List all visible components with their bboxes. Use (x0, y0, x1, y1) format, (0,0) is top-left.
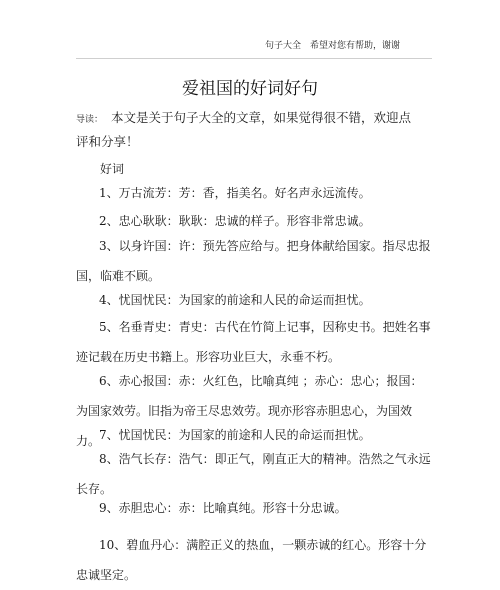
entry-item: 6、赤心报国：赤：火红色，比喻真纯 ；赤心：忠心；报国：为国家效劳。旧指为帝王尽忠效劳。现亦形容赤胆忠心，为国效力。 (76, 374, 423, 448)
entry-item: 1、万古流芳：芳：香，指美名。好名声永远流传。 (99, 186, 371, 200)
intro-text-line1: 本文是关于句子大全的文章，如果觉得很不错，欢迎点 (111, 110, 412, 125)
intro-lead: 导读： (76, 115, 104, 125)
entry-item: 3、以身许国：许：预先答应给与。把身体献给国家。指尽忠报国，临难不顾。 (76, 239, 431, 283)
header-divider (76, 58, 432, 59)
entry-item: 7、忧国忧民：为国家的前途和人民的命运而担忧。 (99, 428, 371, 442)
intro-text-line2: 评和分享！ (76, 134, 139, 149)
entry-item: 8、浩气长存：浩气：即正气，刚直正大的精神。浩然之气永远长存。 (76, 452, 431, 496)
entry-item: 2、忠心耿耿：耿耿：忠诚的样子。形容非常忠诚。 (99, 214, 371, 228)
entry-item: 10、碧血丹心：满腔正义的热血，一颗赤诚的红心。形容十分忠诚坚定。 (76, 538, 427, 582)
intro-paragraph (76, 107, 426, 153)
entry-item: 4、忧国忧民：为国家的前途和人民的命运而担忧。 (99, 293, 371, 307)
section-heading: 好词 (100, 162, 125, 176)
header-right-text: 希望对您有帮助，谢谢 (310, 41, 401, 51)
entry-item: 5、名垂青史：青史：古代在竹简上记事，因称史书。把姓名事迹记载在历史书籍上。形容功业巨大，永垂不朽。 (76, 320, 431, 364)
page-title: 爱祖国的好词好句 (182, 79, 318, 99)
header-left-text: 句子大全 (265, 41, 302, 51)
page-header (0, 38, 500, 54)
entry-item: 9、赤胆忠心：赤：比喻真纯。形容十分忠诚。 (99, 501, 347, 515)
